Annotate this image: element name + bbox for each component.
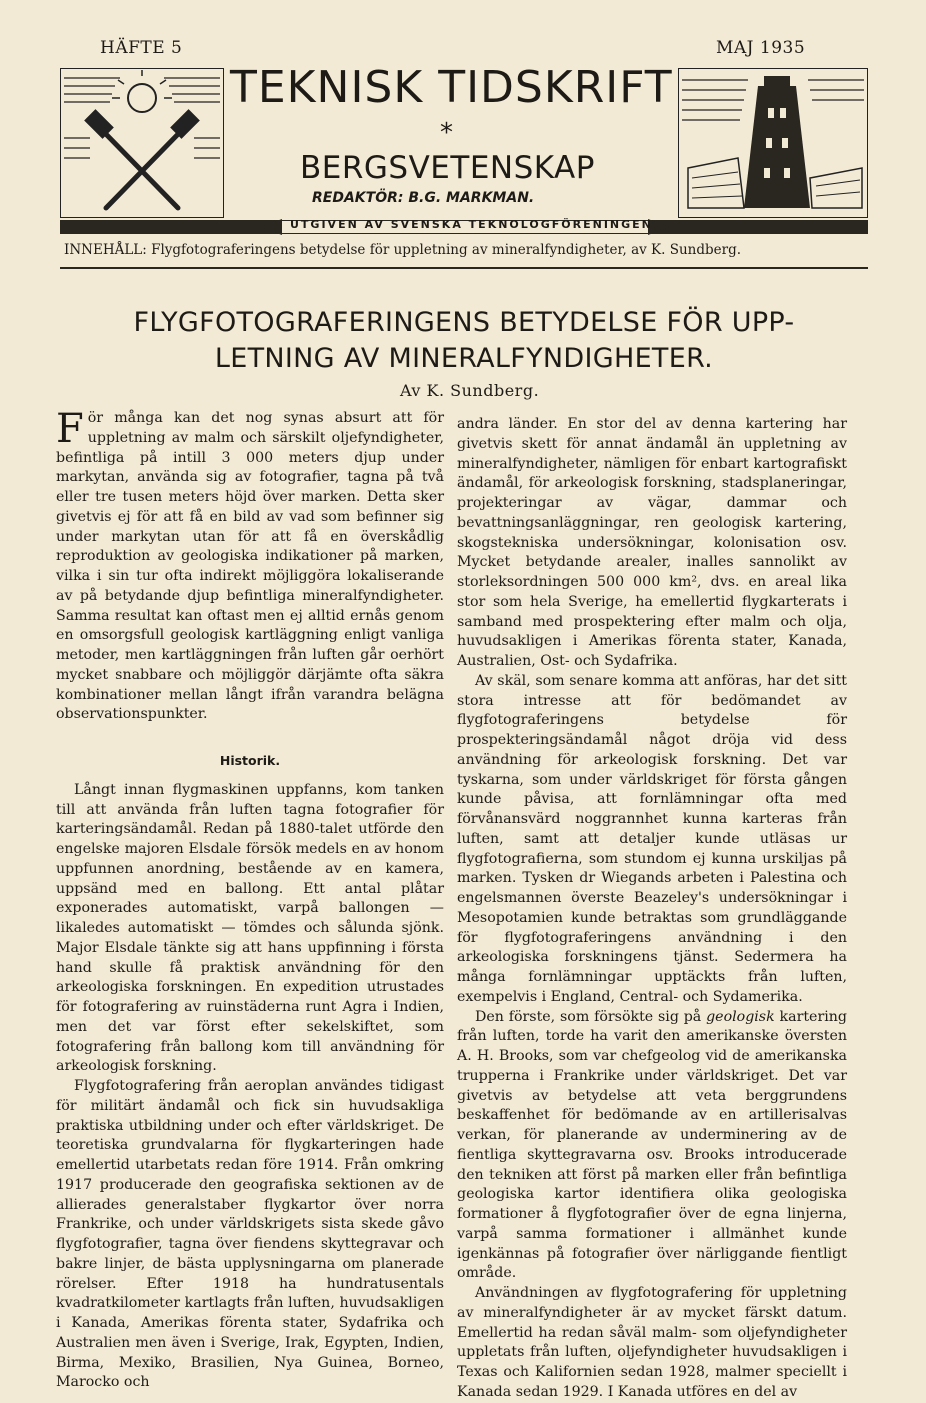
hammer-torch-emblem-icon xyxy=(60,68,224,218)
publisher-line: UTGIVEN AV SVENSKA TEKNOLOGFÖRENINGEN xyxy=(290,218,653,231)
article-byline: Av K. Sundberg. xyxy=(400,381,540,400)
issue-date: MAJ 1935 xyxy=(716,38,806,58)
column-left xyxy=(56,406,444,1393)
article-title xyxy=(60,305,868,377)
emphasis: geologisk xyxy=(706,1008,775,1025)
paragraph: Långt innan flygmaskinen uppfanns, kom tanken till att använda från luften tagna fotografier för karteringsändamål. Redan på 1880-talet utförde den engelske majoren Elsdale försök medels en av honom uppfunnen anordning, bestående av en kamera, uppsänd med en ballong. Ett antal plåtar exponerades automatiskt, varpå ballongen — likaledes automatiskt — tömdes och sålunda sjönk. Major Elsdale tänkte sig att hans uppfinning i första hand skulle få praktisk användning för den arkeologiska forskningen. En expedition utrustades för fotografering av ruinstäderna runt Agra i Indien, men det var först efter sekelskiftet, som fotografering från ballong kom till användning för arkeologisk forskning. xyxy=(56,781,444,1075)
article-title-line-2: LETNING AV MINERALFYNDIGHETER. xyxy=(214,343,714,374)
paragraph: Av skäl, som senare komma att anföras, har det sitt stora intresse att för bedömandet av flygfotograferingens betydelse för prospekteringsändamål något dröja vid dess användning för arkeologisk forskning. Det var tyskarna, som under världskriget för första gången kunde påvisa, att fornlämningar ofta med förvånansvärd noggrannhet kunna karteras från luften, samt att detaljer kunde utläsas ur flygfotografierna, som stundom ej kunna urskiljas på marken. Tysken dr Wiegands arbeten i Palestina och engelsmannen överste Beazeley's undersökningar i Mesopotamien kunde betraktas som grundläggande för flygfotograferingens användning i den arkeologiska forskningens tjänst. Sedermera ha många fornlämningar upptäckts från luften, exempelvis i England, Central- och Sydamerika. xyxy=(457,672,847,1005)
paragraph: Användningen av flygfotografering för uppletning av mineralfyndigheter är av mycket färskt datum. Emellertid ha redan såväl malm- som oljefyndigheter uppletats från luften, oljefyndigheter huvudsakligen i Texas och Kalifornien sedan 1928, malmer speciellt i Kanada sedan 1929. I Kanada utföres en del av xyxy=(457,1285,847,1400)
paragraph-text: Den förste, som försökte sig på xyxy=(475,1008,707,1025)
issue-number: HÄFTE 5 xyxy=(100,38,183,58)
mine-headframe-illustration-icon xyxy=(678,68,868,218)
paragraph-text: kartering från luften, torde ha varit den amerikanske översten A. H. Brooks, som var chefgeolog vid de amerikanska trupperna i Frankrike under världskriget. Det var givetvis av betydelse att veta berggrundens beskaffenhet för bedömande av en artillerisalvas verkan, för planerande av underminering av de fientliga skyttegravarna osv. Brooks introducerade den tekniken att först på marken eller från befintliga geologiska kartor identifiera olika geologiska formationer å flygfotografier över de egna linjerna, varpå samma formationer i allmänhet kunde igenkännas på fotografier över närliggande fientligt område. xyxy=(457,1008,847,1282)
divider xyxy=(60,267,868,269)
paragraph: Flygfotografering från aeroplan användes tidigast för militärt ändamål och fick sin huvudsakliga praktiska utbildning under och efter världskriget. De teoretiska grundvalarna för flygkarteringen hade emellertid utarbetats redan före 1914. Från omkring 1917 producerade den geografiska sektionen av de allierades generalstaber flygkartor över norra Frankrike, och under världskrigets sista skede gåvo flygfotografier, tagna över fiendens skyttegravar och bakre linjer, de bästa upplysningarna om planerade rörelser. Efter 1918 ha hundratusentals kvadratkilometer kartlagts från luften, huvudsakligen i Kanada, Amerikas förenta stater, Sydafrika och Australien men även i Sverige, Irak, Egypten, Indien, Birma, Mexiko, Brasilien, Nya Guinea, Borneo, Marocko och xyxy=(56,1078,444,1391)
column-right xyxy=(457,415,847,1403)
intro-paragraph xyxy=(56,406,444,725)
editor-line: REDAKTÖR: B.G. MARKMAN. xyxy=(312,190,535,206)
drop-cap: F xyxy=(56,406,84,452)
intro-text: ör många kan det nog synas absurt att för uppletning av malm och särskilt oljefyndigheter, befintliga på intill 3 000 meters djup under markytan, använda sig av fotografier, tagna på två eller tre tusen meters höjd över marken. Detta sker givetvis ej för att få en bild av vad som befinner sig under markytan utan för att få en överskådlig reproduktion av geologiska indikationer på marken, vilka i sin tur ofta indirekt möjliggöra lokaliserande av på betydande djup befintliga mineralfyndigheter. Samma resultat kan oftast men ej alltid ernås genom en omsorgsfull geologisk kartläggning enligt vanliga metoder, men kartläggningen från luften går oerhört mycket snabbare och möjliggör därjämte ofta säkra kombinationer mellan långt ifrån varandra belägna observationspunkter. xyxy=(56,410,444,723)
paragraph xyxy=(457,1008,847,1285)
table-of-contents: INNEHÅLL: Flygfotograferingens betydelse för uppletning av mineralfyndigheter, av K. Sundberg. xyxy=(64,242,742,258)
paragraph: andra länder. En stor del av denna kartering har givetvis skett för annat ändamål än uppletning av mineralfyndigheter, nämligen för enbart kartografiskt ändamål, för arkeologisk forskning, stadsplaneringar, projekteringar av vägar, dammar och bevattningsanläggningar, ren geologisk kartering, skogstekniska undersökningar, kolonisation osv. Mycket betydande arealer, inalles sannolikt av storleksordningen 500 000 km², dvs. en areal lika stor som hela Sverige, ha emellertid flygkarterats i samband med prospektering efter malm och olja, huvudsakligen i Amerikas förenta stater, Kanada, Australien, Ost- och Sydafrika. xyxy=(457,416,847,669)
title-star: * xyxy=(440,118,453,148)
article-title-line-1: FLYGFOTOGRAFERINGENS BETYDELSE FÖR UPP- xyxy=(133,307,795,338)
journal-title: TEKNISK TIDSKRIFT xyxy=(230,62,673,113)
journal-subtitle: BERGSVETENSKAP xyxy=(300,150,595,186)
section-heading: Historik. xyxy=(219,753,281,768)
